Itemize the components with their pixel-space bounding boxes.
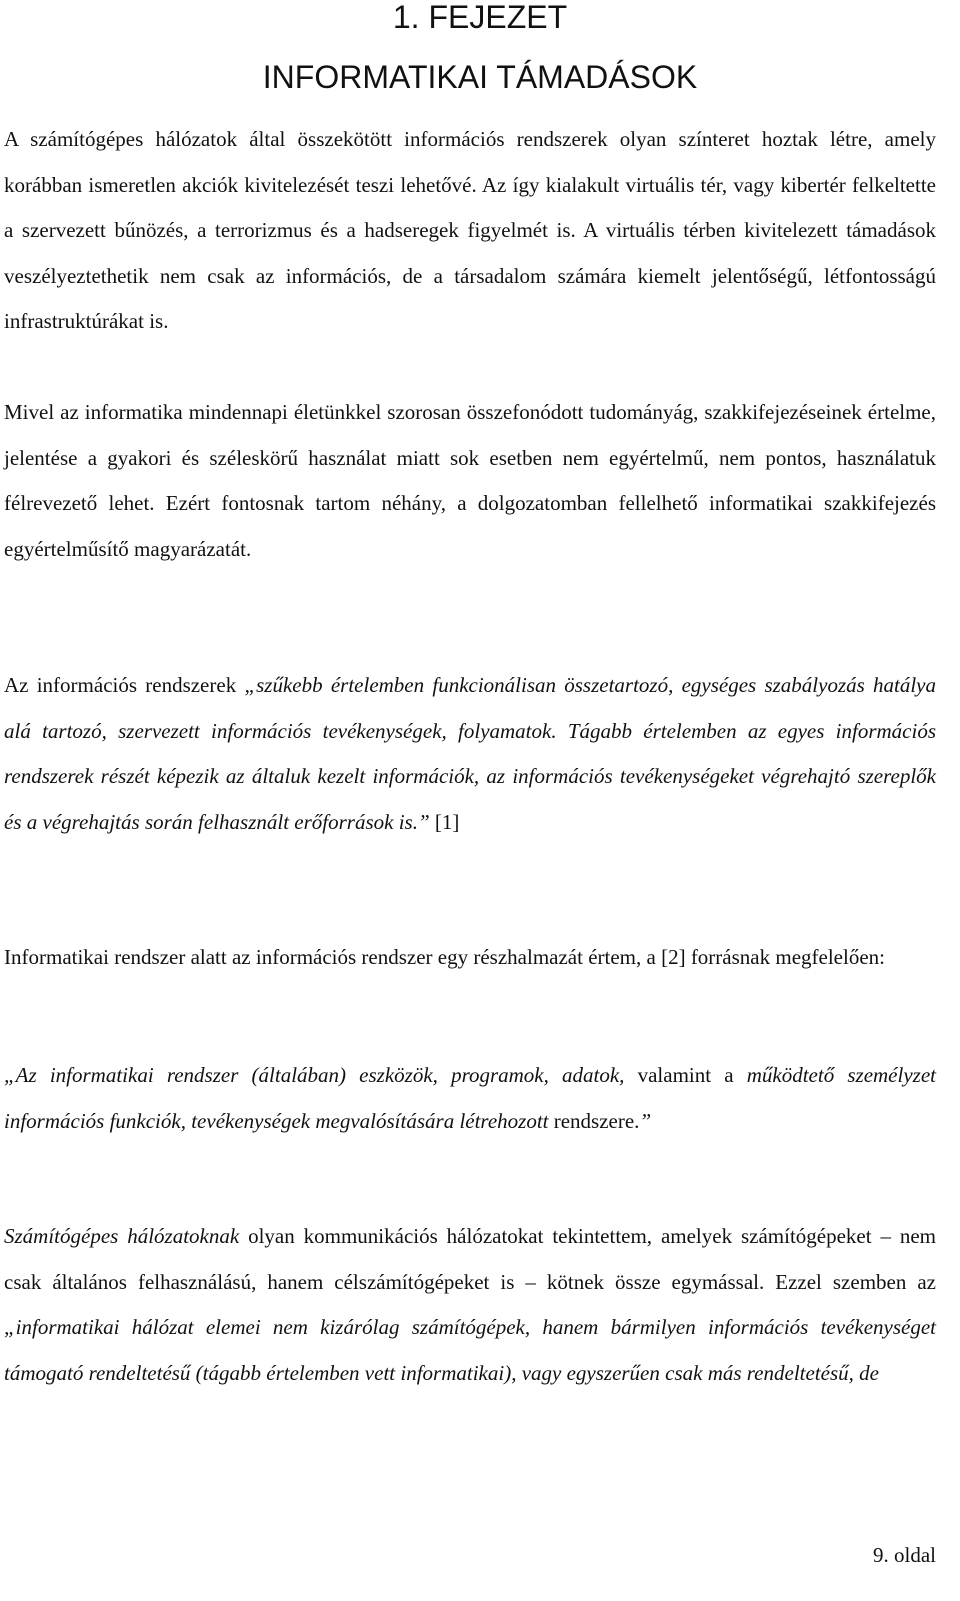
paragraph-body bbox=[4, 1214, 936, 1396]
paragraph-it-system-quote bbox=[4, 1053, 936, 1144]
page-number: 9. oldal bbox=[873, 1543, 936, 1567]
quote-close: ” bbox=[639, 1108, 652, 1133]
quote-part-a: „Az informatikai rendszer (általában) eszközök, programok, adatok, bbox=[4, 1063, 625, 1087]
reference-marker: [1] bbox=[429, 809, 460, 834]
chapter-number: 1. FEJEZET bbox=[392, 0, 568, 35]
quote-part-b: működtető személyzet információs funkciók, tevékenységek megvalósítására létrehozott bbox=[4, 1063, 936, 1133]
paragraph-body bbox=[4, 1053, 936, 1144]
term-networks: Számítógépes hálózatoknak bbox=[4, 1224, 240, 1248]
paragraph-information-systems bbox=[4, 663, 936, 845]
paragraph-it-system-intro bbox=[4, 935, 936, 981]
paragraph-text: olyan kommunikációs hálózatokat tekintettem, amelyek számítógépeket – nem csak általános felhasználású, hanem célszámítógépeket is – kötnek össze egymással. Ezzel szemben az bbox=[4, 1224, 937, 1294]
definition-quote: „szűkebb értelemben funkcionálisan összetartozó, egységes szabályozás hatálya alá tartozó, szervezett információs tevékenységek, folyamatok. Tágabb értelemben az egyes információs rendszerek részét képezik az általuk kezelt információk, az információs tevékenységeket végrehajtó szereplők és a végrehajtás során felhasznált erőforrások is.” bbox=[4, 673, 937, 834]
paragraph-terminology bbox=[4, 390, 936, 572]
chapter-title: INFORMATIKAI TÁMADÁSOK bbox=[262, 59, 698, 95]
paragraph-lead: Az információs rendszerek bbox=[4, 673, 245, 697]
paragraph-text: Mivel az informatika mindennapi életünkkel szorosan összefonódott tudományág, szakkifejezéseinek értelme, jelentése a gyakori és széleskörű használat miatt sok esetben nem egyértelmű, nem pontos, használatuk félrevezető lehet. Ezért fontosnak tartom néhány, a dolgozatomban fellelhető informatikai szakkifejezés egyértelműsítő magyarázatát. bbox=[4, 400, 936, 561]
quote-plain-end: rendszere. bbox=[548, 1108, 640, 1133]
paragraph-text: Informatikai rendszer alatt az információs rendszer egy részhalmazát értem, a [2] forrásnak megfelelően: bbox=[4, 945, 885, 969]
paragraph-intro bbox=[4, 117, 936, 345]
paragraph-networks bbox=[4, 1214, 936, 1396]
paragraph-text: A számítógépes hálózatok által összekötött információs rendszerek olyan színteret hoztak létre, amely korábban ismeretlen akciók kivitelezését teszi lehetővé. Az így kialakult virtuális tér, vagy kibertér felkeltette a szervezett bűnözés, a terrorizmus és a hadseregek figyelmét is. A virtuális térben kivitelezett támadások veszélyeztethetik nem csak az információs, de a társadalom számára kiemelt jelentőségű, létfontosságú infrastruktúrákat is. bbox=[4, 127, 936, 333]
quote-plain: valamint a bbox=[624, 1063, 747, 1087]
network-quote: „informatikai hálózat elemei nem kizárólag számítógépek, hanem bármilyen információs tevékenységet támogató rendeltetésű (tágabb értelemben vett informatikai), vagy egyszerűen csak más rendeltetésű, de bbox=[4, 1315, 936, 1385]
paragraph-body bbox=[4, 663, 936, 845]
